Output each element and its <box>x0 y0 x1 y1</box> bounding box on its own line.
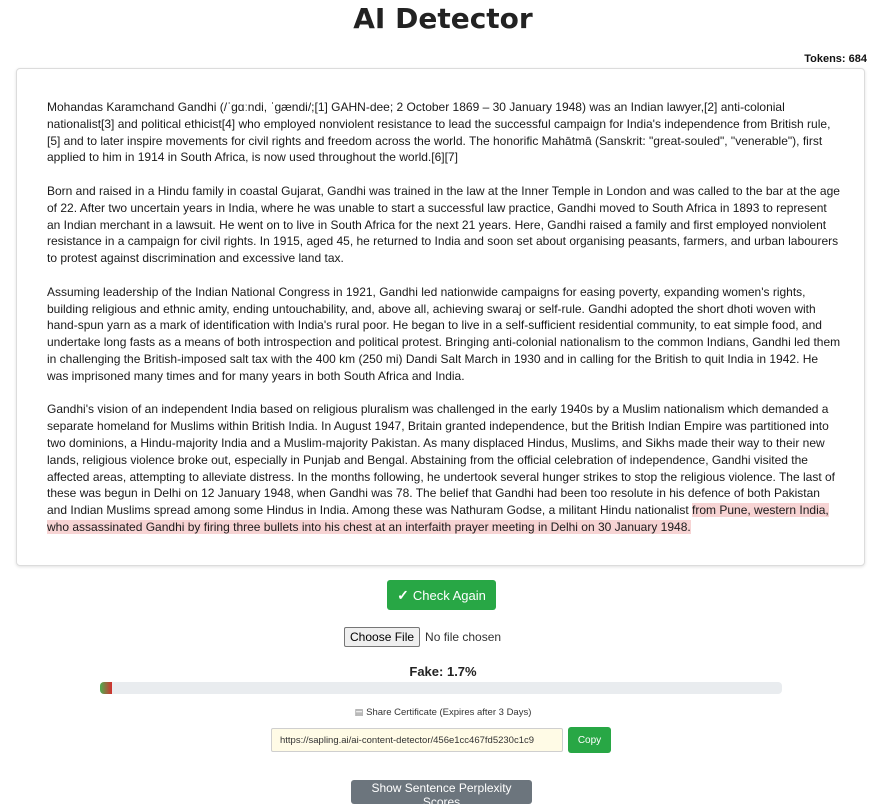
share-url-input[interactable] <box>271 728 563 752</box>
fake-score-label: Fake: 1.7% <box>409 664 477 679</box>
paragraph-text: Gandhi's vision of an independent India based on religious pluralism was challenged in the early 1940s by a Muslim nationalism which demanded a separate homeland for Muslims within British India. In August 1947, Britain granted independence, but the British Indian Empire was partitioned into two dominions, a Hindu-majority India and a Muslim-majority Pakistan. As many displaced Hindus, Muslims, and Sikhs made their way to their new lands, religious violence broke out, especially in Punjab and Bengal. Abstaining from the official celebration of independence, Gandhi visited the affected areas, attempting to alleviate distress. In the months following, he undertook several hunger strikes to stop the religious violence. The last of these was begun in Delhi on 12 January 1948, when Gandhi was 78. The belief that Gandhi had been too resolute in his defence of both Pakistan and Indian Muslims spread among some Hindus in India. Among these was Nathuram Godse, a militant Hindu nationalist <box>47 402 835 518</box>
paragraph: Mohandas Karamchand Gandhi (/ˈɡɑːndi, ˈɡændi/;[1] GAHN-dee; 2 October 1869 – 30 January 1948) was an Indian lawyer,[2] anti-colonial nationalist[3] and political ethicist[4] who employed nonviolent resistance to lead the successful campaign for India's independence from British rule,[5] and to later inspire movements for civil rights and freedom across the world. The honorific Mahātmā (Sanskrit: "great-souled", "venerable"), first applied to him in 1914 in South Africa, is now used throughout the world.[6][7] <box>47 100 831 165</box>
fake-progress-fill <box>100 682 112 694</box>
highlighted-ai-text: from Pune, western India, who assassinated Gandhi by firing three bullets into his chest at an interfaith prayer meeting in Delhi on 30 January 1948. <box>47 503 829 534</box>
share-label: Share Certificate (Expires after 3 Days) <box>366 707 532 718</box>
paragraph: Assuming leadership of the Indian National Congress in 1921, Gandhi led nationwide campaigns for easing poverty, expanding women's rights, building religious and ethnic amity, ending untouchability, and, above all, achieving swaraj or self-rule. Gandhi adopted the short dhoti woven with hand-spun yarn as a mark of identification with India's rural poor. He began to live in a self-sufficient residential community, to eat simple food, and undertake long fasts as a means of both introspection and political protest. Bringing anti-colonial nationalism to the common Indians, Gandhi led them in challenging the British-imposed salt tax with the 400 km (250 mi) Dandi Salt March in 1930 and in calling for the British to quit India in 1942. He was imprisoned many times and for many years in both South Africa and India. <box>47 284 841 383</box>
token-count: Tokens: 684 <box>804 53 867 65</box>
file-status: No file chosen <box>425 630 502 644</box>
check-icon: ✓ <box>397 586 409 603</box>
input-text[interactable] <box>47 99 842 553</box>
paragraph: Born and raised in a Hindu family in coastal Gujarat, Gandhi was trained in the law at the Inner Temple in London and was called to the bar at the age of 22. After two uncertain years in India, where he was unable to start a successful law practice, Gandhi moved to South Africa in 1893 to represent an Indian merchant in a lawsuit. He went on to live in South Africa for the next 21 years. Here, Gandhi raised a family and first employed nonviolent resistance in a campaign for civil rights. In 1915, aged 45, he returned to India and soon set about organising peasants, farmers, and urban labourers to protest against discrimination and excessive land tax. <box>47 183 840 266</box>
choose-file-button[interactable]: Choose File <box>344 627 420 647</box>
certificate-icon: ▤ <box>354 707 364 717</box>
paragraph <box>47 401 842 535</box>
copy-button[interactable]: Copy <box>568 727 611 753</box>
share-certificate <box>0 707 886 718</box>
show-perplexity-button[interactable]: Show Sentence Perplexity Scores <box>351 780 532 804</box>
fake-progress-bar <box>100 682 782 694</box>
text-card[interactable] <box>16 68 865 566</box>
page-title: AI Detector <box>353 2 533 35</box>
share-url-row <box>271 727 611 753</box>
file-upload <box>344 627 501 647</box>
check-again-label: Check Again <box>412 587 486 603</box>
check-again-button[interactable] <box>387 580 496 610</box>
